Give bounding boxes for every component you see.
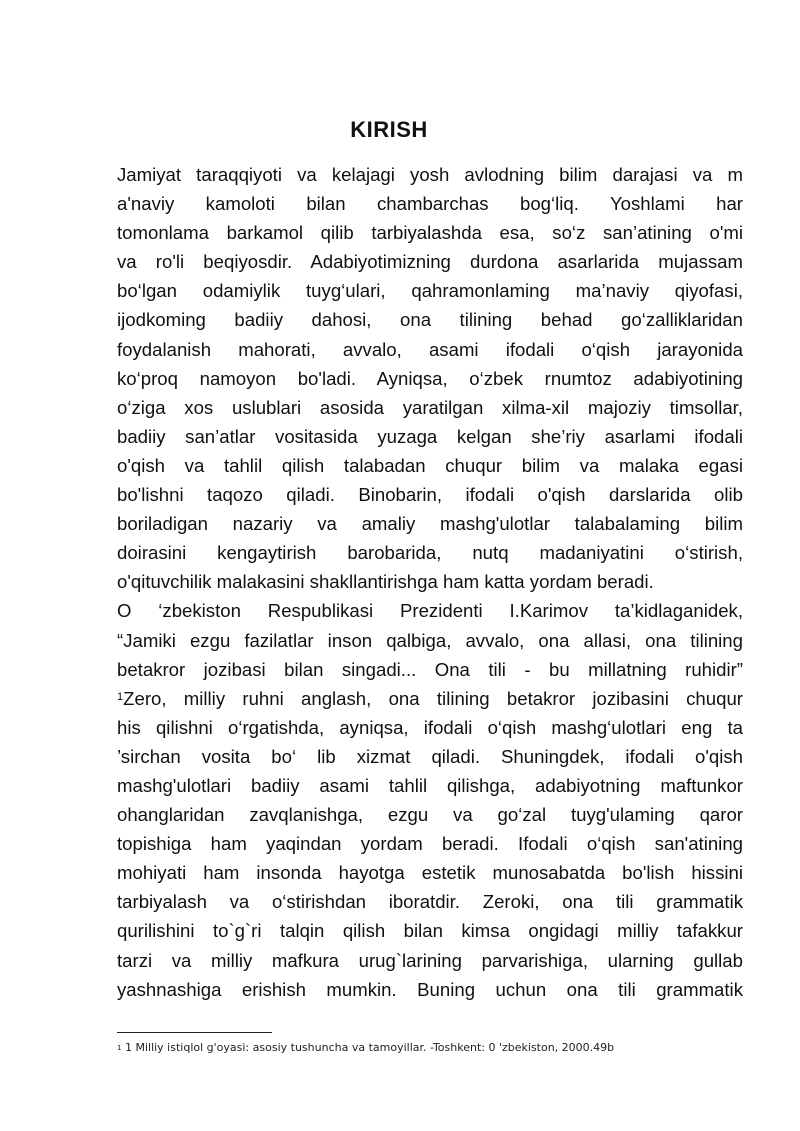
footnote-text: 1 Milliy istiqlol g'oyasi: asosiy tushuncha va tamoyillar. -Toshkent: 0 'zbekiston, 2000.49b: [124, 1041, 615, 1054]
footnote-reference[interactable]: 1: [117, 690, 124, 703]
footnote: [117, 1041, 743, 1055]
body-line: ijodkoming badiiy dahosi, ona tilining behad go‘zalliklaridan: [117, 309, 743, 331]
body-line: a'naviy kamoloti bilan chambarchas bog‘liq. Yoshlami har: [117, 193, 743, 215]
body-line: badiiy san’atlar vositasida yuzaga kelgan she’riy asarlami ifodali: [117, 425, 743, 447]
body-line: tarbiyalash va o‘stirishdan iboratdir. Zeroki, ona tili grammatik: [117, 891, 743, 913]
body-line: his qilishni o‘rgatishda, ayniqsa, ifodali o‘qish mashg‘ulotlari eng ta: [117, 716, 743, 738]
body-line: Jamiyat taraqqiyoti va kelajagi yosh avlodning bilim darajasi va m: [117, 164, 743, 185]
body-line: va ro'li beqiyosdir. Adabiyotimizning durdona asarlarida mujassam: [117, 251, 743, 273]
body-line: bo‘lgan odamiylik tuyg‘ulari, qahramonlaming ma’naviy qiyofasi,: [117, 280, 743, 302]
body-text: [117, 160, 743, 1004]
body-line: ’sirchan vosita bo‘ lib xizmat qiladi. Shuningdek, ifodali o'qish: [117, 745, 743, 767]
body-line: o'qish va tahlil qilish talabadan chuqur bilim va malaka egasi: [117, 454, 743, 476]
body-line: bo'lishni taqozo qiladi. Binobarin, ifodali o'qish darslarida olib: [117, 484, 743, 506]
body-line: boriladigan nazariy va amaliy mashg'ulotlar talabalaming bilim: [117, 513, 743, 535]
body-line: topishiga ham yaqindan yordam beradi. Ifodali o‘qish san'atining: [117, 833, 743, 855]
body-line: qurilishini to`g`ri talqin qilish bilan kimsa ongidagi milliy tafakkur: [117, 920, 743, 942]
body-line: ohanglaridan zavqlanishga, ezgu va go‘zal tuyg'ulaming qaror: [117, 804, 743, 826]
body-line: tomonlama barkamol qilib tarbiyalashda esa, so‘z san’atining o'mi: [117, 222, 743, 244]
body-line-text: Zero, milliy ruhni anglash, ona tilining betakror jozibasini chuqur: [123, 687, 743, 709]
footnote-separator: [117, 1032, 272, 1033]
body-line: O ‘zbekiston Respublikasi Prezidenti I.Karimov ta’kidlaganidek,: [117, 600, 743, 622]
body-line: betakror jozibasi bilan singadi... Ona tili - bu millatning ruhidir”: [117, 658, 743, 680]
body-line: yashnashiga erishish mumkin. Buning uchun ona tili grammatik: [117, 978, 743, 1000]
page-title: KIRISH: [350, 117, 428, 142]
body-line: mashg'ulotlari badiiy asami tahlil qilishga, adabiyotning maftunkor: [117, 774, 743, 796]
body-line: mohiyati ham insonda hayotga estetik munosabatda bo'lish hissini: [117, 862, 743, 884]
body-line: o'qituvchilik malakasini shakllantirishga ham katta yordam beradi.: [117, 571, 654, 593]
body-line: “Jamiki ezgu fazilatlar inson qalbiga, avvalo, ona allasi, ona tilining: [117, 629, 743, 651]
body-line: foydalanish mahorati, avvalo, asami ifodali o‘qish jarayonida: [117, 338, 743, 360]
body-line: o‘ziga xos uslublari asosida yaratilgan xilma-xil majoziy timsollar,: [117, 396, 743, 418]
footnote-mark: 1: [117, 1044, 122, 1052]
body-line: doirasini kengaytirish barobarida, nutq madaniyatini o‘stirish,: [117, 542, 743, 564]
body-line: tarzi va milliy mafkura urug`larining parvarishiga, ularning gullab: [117, 949, 743, 971]
body-line-with-footnote-ref: [117, 684, 743, 713]
body-line: ko‘proq namoyon bo'ladi. Ayniqsa, o‘zbek rnumtoz adabiyotining: [117, 367, 743, 389]
